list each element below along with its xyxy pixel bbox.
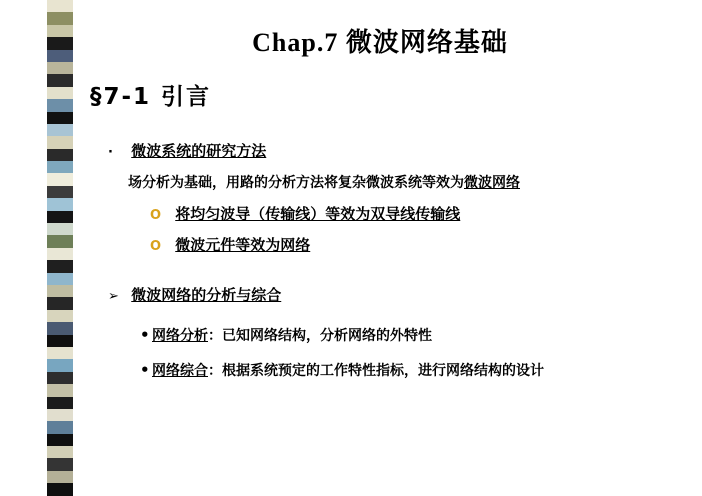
bullet-level2-emphasis: 微波网络 <box>464 175 520 191</box>
stripe-band <box>47 235 73 247</box>
stripe-band <box>47 161 73 173</box>
stripe-band <box>47 12 73 24</box>
stripe-band <box>47 99 73 111</box>
sub-item-network-synthesis <box>140 360 544 380</box>
stripe-band <box>47 446 73 458</box>
sub-item-key: 网络分析 <box>152 328 208 344</box>
stripe-band <box>47 186 73 198</box>
list-item-waveguide-equivalence <box>150 203 460 224</box>
stripe-band <box>47 223 73 235</box>
circle-bullet-icon: O <box>150 239 162 254</box>
list-item-label: 将均匀波导（传输线）等效为双导线传输线 <box>175 205 461 223</box>
stripe-band <box>47 471 73 483</box>
stripe-band <box>47 124 73 136</box>
stripe-band <box>47 87 73 99</box>
stripe-band <box>47 285 73 297</box>
stripe-band <box>47 322 73 334</box>
decorative-left-stripe <box>47 0 73 496</box>
stripe-band <box>47 0 73 12</box>
stripe-band <box>47 310 73 322</box>
stripe-band <box>47 136 73 148</box>
stripe-band <box>47 409 73 421</box>
stripe-band <box>47 359 73 371</box>
stripe-band <box>47 483 73 495</box>
bullet-level1-research-method <box>108 140 266 161</box>
stripe-band <box>47 434 73 446</box>
dot-bullet-icon: • <box>140 326 150 344</box>
stripe-band <box>47 211 73 223</box>
bullet-level2-field-analysis <box>128 172 520 192</box>
stripe-band <box>47 297 73 309</box>
bullet-level1-label: 微波网络的分析与综合 <box>131 286 282 304</box>
stripe-band <box>47 384 73 396</box>
bullet-level1-analysis-synthesis <box>108 284 281 305</box>
stripe-band <box>47 74 73 86</box>
stripe-band <box>47 458 73 470</box>
stripe-band <box>47 37 73 49</box>
stripe-band <box>47 149 73 161</box>
sub-item-key: 网络综合 <box>152 363 208 379</box>
dot-bullet-icon: • <box>140 361 150 379</box>
list-item-component-equivalence <box>150 234 310 255</box>
stripe-band <box>47 273 73 285</box>
stripe-band <box>47 372 73 384</box>
stripe-band <box>47 62 73 74</box>
stripe-band <box>47 335 73 347</box>
stripe-band <box>47 112 73 124</box>
stripe-band <box>47 248 73 260</box>
sub-item-network-analysis <box>140 325 432 345</box>
stripe-band <box>47 347 73 359</box>
stripe-band <box>47 50 73 62</box>
section-heading: §7-1 引言 <box>90 84 212 110</box>
sub-item-description: ：已知网络结构，分析网络的外特性 <box>208 328 432 344</box>
bullet-level2-text: 场分析为基础，用路的分析方法将复杂微波系统等效为 <box>128 175 464 191</box>
circle-bullet-icon: O <box>150 208 162 223</box>
sub-item-description: ：根据系统预定的工作特性指标，进行网络结构的设计 <box>208 363 544 379</box>
page-title: Chap.7 微波网络基础 <box>252 28 508 57</box>
arrow-bullet-icon: ➢ <box>108 289 119 304</box>
bullet-marker-icon: · <box>108 145 113 160</box>
stripe-band <box>47 25 73 37</box>
stripe-band <box>47 421 73 433</box>
stripe-band <box>47 198 73 210</box>
list-item-label: 微波元件等效为网络 <box>175 236 311 254</box>
stripe-band <box>47 260 73 272</box>
stripe-band <box>47 173 73 185</box>
bullet-level1-label: 微波系统的研究方法 <box>131 142 267 160</box>
slide-content <box>80 0 690 496</box>
stripe-band <box>47 397 73 409</box>
